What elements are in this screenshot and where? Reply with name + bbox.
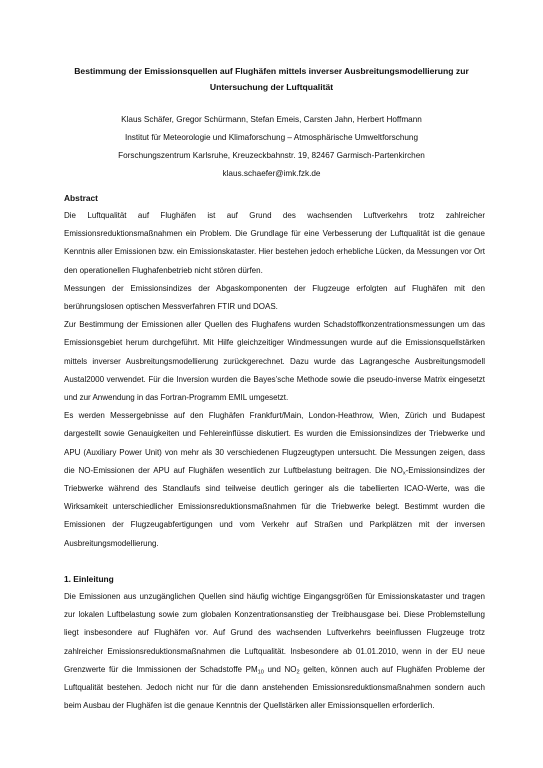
abstract-paragraph-2: Messungen der Emissionsindizes der Abgaskomponenten der Flugzeuge erfolgten auf Flughäfen mit den berührungslosen optischen Messverfahren FTIR und DOAS. xyxy=(64,283,485,312)
introduction-heading: 1. Einleitung xyxy=(64,574,114,584)
title-line-1: Bestimmung der Emissionsquellen auf Flughäfen mittels inverser Ausbreitungsmodellierung zur xyxy=(74,66,469,76)
author-block xyxy=(40,111,503,183)
title-line-2: Untersuchung der Luftqualität xyxy=(209,82,334,92)
introduction-section xyxy=(64,570,485,715)
abstract-paragraph-4 xyxy=(64,407,485,553)
intro-part-b: und NO xyxy=(263,664,297,674)
intro-subscript-pm: 10 xyxy=(257,669,264,676)
abstract-heading: Abstract xyxy=(64,193,98,203)
abstract-paragraph-1: Die Luftqualität auf Flughäfen ist auf Grund des wachsenden Luftverkehrs trotz zahlreicher Emissionsreduktionsmaßnahmen ein Problem. Die Grundlage für eine Verbesserung der Luftqualität ist die genaue Kenntnis aller Emissionen bzw. ein Emissionskataster. Hier bestehen jedoch erhebliche Lücken, da Messungen vor Ort den operationellen Flughafenbetrieb nicht stören dürfen. xyxy=(64,211,485,275)
introduction-paragraph xyxy=(64,588,485,715)
author-names: Klaus Schäfer, Gregor Schürmann, Stefan Emeis, Carsten Jahn, Herbert Hoffmann xyxy=(121,115,422,124)
paper-title xyxy=(40,63,503,95)
abstract-p4-part-a: Es werden Messergebnisse auf den Flughäfen Frankfurt/Main, London-Heathrow, Wien, Zürich und Budapest dargestellt sowie Genauigkeiten und Fehlereinflüsse diskutiert. Es wurden die Emissionsindizes der Triebwerke und APU (Auxiliary Power Unit) von mehr als 30 verschiedenen Flugzeugtypen untersucht. Die Messungen zeigen, dass die NO-Emissionen der APU auf Flughäfen wesentlich zur Luftbelastung beitragen. Die NO xyxy=(64,411,485,475)
author-email: klaus.schaefer@imk.fzk.de xyxy=(222,169,321,178)
author-research-center: Forschungszentrum Karlsruhe, Kreuzeckbahnstr. 19, 82467 Garmisch-Partenkirchen xyxy=(118,151,425,160)
abstract-section xyxy=(64,189,485,553)
intro-part-a: Die Emissionen aus unzugänglichen Quellen sind häufig wichtige Eingangsgrößen für Emissionskataster und tragen zur lokalen Luftbelastung sowie zum globalen Konzentrationsanstieg der Treibhausgase bei. Diese Problemstellung liegt insbesondere auf Flughäfen vor. Auf Grund des wachsenden Luftverkehrs beeinflussen Flugzeuge trotz zahlreicher Emissionsreduktionsmaßnahmen die Luftqualität. Insbesondere ab 01.01.2010, wenn in der EU neue Grenzwerte für die Immissionen der Schadstoffe PM xyxy=(64,592,485,674)
abstract-paragraph-3: Zur Bestimmung der Emissionen aller Quellen des Flughafens wurden Schadstoffkonzentrationsmessungen um das Emissionsgebiet herum durchgeführt. Mit Hilfe gleichzeitiger Windmessungen wurde auf die Emissionsquellstärken mittels inverser Ausbreitungsmodellierung zurückgerechnet. Dazu wurde das Lagrangesche Ausbreitungsmodell Austal2000 verwendet. Für die Inversion wurden die Bayes’sche Methode sowie die pseudo-inverse Matrix eingesetzt und zur Anwendung in das Fortran-Programm EMIL umgesetzt. xyxy=(64,320,485,403)
abstract-p4-part-b: -Emissionsindizes der Triebwerke während des Standlaufs sind teilweise deutlich geringer als die tabellierten ICAO-Werte, was die Wirksamkeit unterschiedlicher Emissionsreduktionsmaßnahmen für die Triebwerke belegt. Bestimmt wurden die Emissionen der Flugzeugabfertigungen und vom Verkehr auf Straßen und Parkplätzen mit der inversen Ausbreitungsmodellierung. xyxy=(64,465,485,548)
author-institute: Institut für Meteorologie und Klimaforschung – Atmosphärische Umweltforschung xyxy=(124,133,419,142)
intro-part-c: gelten, können auch auf Flughäfen Probleme der Luftqualität bestehen. Jedoch nicht nur für die dann anstehenden Emissionsreduktionsmaßnahmen sondern auch beim Ausbau der Flughäfen ist die genaue Kenntnis der Quellstärken aller Emissionsquellen erforderlich. xyxy=(64,664,486,711)
intro-subscript-no: 2 xyxy=(296,669,300,676)
abstract-p4-subscript: x xyxy=(402,470,406,477)
